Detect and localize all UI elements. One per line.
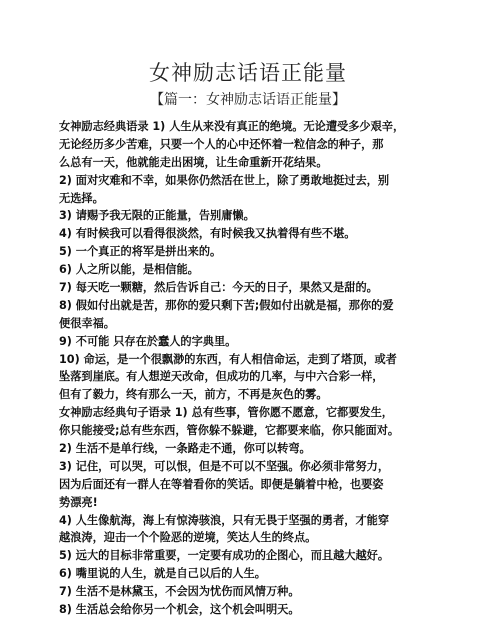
text-line: 2) 面对灾难和不幸，如果你仍然活在世上，除了勇敢地挺过去，别 bbox=[59, 173, 390, 187]
text-line: 8) 假如付出就是苦，那你的爱只剩下苦;假如付出就是福，那你的爱 bbox=[59, 298, 394, 312]
text-line: 女神励志经典句子语录 1) 总有些事，管你愿不愿意，它都要发生， bbox=[59, 406, 393, 420]
text-line: 么总有一天，他就能走出困境，让生命重新开花结果。 bbox=[59, 155, 328, 169]
text-line: 4) 人生像航海，海上有惊涛骇浪，只有无畏于坚强的勇者，才能穿 bbox=[59, 513, 390, 527]
text-line: 6) 人之所以能，是相信能。 bbox=[59, 263, 199, 277]
text-line: 无选择。 bbox=[59, 191, 104, 205]
text-line: 5) 远大的目标非常重要，一定要有成功的企图心，而且越大越好。 bbox=[59, 549, 390, 563]
text-line: 坠落到崖底。有人想逆天改命，但成功的几率，与中六合彩一样， bbox=[59, 370, 384, 384]
text-line: 便很幸福。 bbox=[59, 316, 115, 330]
text-line: 3) 记住，可以哭，可以恨，但是不可以不坚强。你必须非常努力， bbox=[59, 459, 390, 473]
body-text bbox=[59, 118, 469, 619]
text-line: 7) 生活不是林黛玉，不会因为忧伤而风情万种。 bbox=[59, 585, 300, 599]
text-line: 3) 请赐予我无限的正能量，告别庸懒。 bbox=[59, 209, 255, 223]
text-line: 无论经历多少苦难，只要一个人的心中还怀着一粒信念的种子，那 bbox=[59, 137, 384, 151]
text-line: 4) 有时候我可以看得很淡然，有时候我又执着得有些不堪。 bbox=[59, 227, 356, 241]
text-line: 6) 嘴里说的人生，就是自己以后的人生。 bbox=[59, 567, 266, 581]
document-title: 女神励志话语正能量 bbox=[149, 61, 347, 85]
text-line: 2) 生活不是单行线，一条路走不通，你可以转弯。 bbox=[59, 442, 311, 456]
text-line: 10) 命运，是一个很飘渺的东西，有人相信命运，走到了塔顶，或者 bbox=[59, 352, 397, 366]
text-line: 你只能接受;总有些东西，管你躲不躲避，它都要来临，你只能面对。 bbox=[59, 424, 400, 438]
text-line: 势漂亮! bbox=[59, 495, 98, 509]
section-heading: 【篇一：女神励志话语正能量】 bbox=[150, 92, 346, 108]
text-line: 9) 不可能 只存在於蠢人的字典里。 bbox=[59, 334, 237, 348]
text-line: 7) 每天吃一颗糖，然后告诉自己：今天的日子，果然又是甜的。 bbox=[59, 281, 378, 295]
text-line: 5) 一个真正的将军是拼出来的。 bbox=[59, 245, 222, 259]
text-line: 但有了毅力，终有那么一天，前方，不再是灰色的雾。 bbox=[59, 388, 328, 402]
text-line: 越浪涛，迎击一个个险恶的逆境，笑达人生的终点。 bbox=[59, 531, 317, 545]
text-line: 女神励志经典语录 1) 人生从来没有真正的绝境。无论遭受多少艰辛， bbox=[59, 120, 405, 133]
text-line: 因为后面还有一群人在等着看你的笑话。即便是躺着中枪，也要姿 bbox=[59, 477, 384, 491]
text-line: 8) 生活总会给你另一个机会，这个机会叫明天。 bbox=[59, 603, 300, 617]
